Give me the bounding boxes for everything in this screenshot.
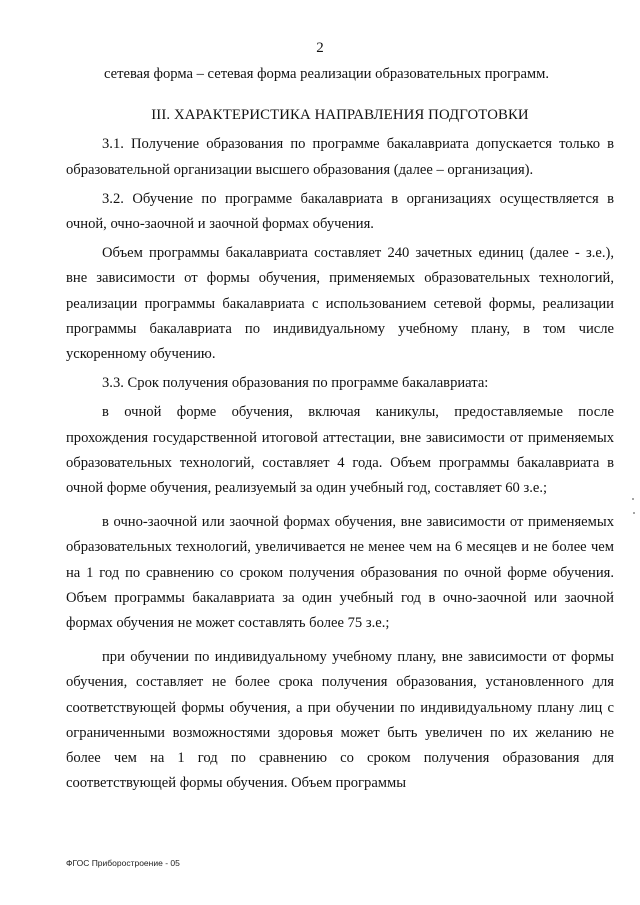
scan-speck [633, 512, 635, 514]
document-body [66, 62, 614, 796]
paragraph-volume: Объем программы бакалавриата составляет 240 зачетных единиц (далее - з.е.), вне зависимости от формы обучения, применяемых образовательных технологий, реализации программы бакалавриата с использованием сетевой формы, реализации программы бакалавриата по индивидуальному учебному плану, в том числе ускоренному обучению. [66, 245, 614, 363]
paragraph-3-1: 3.1. Получение образования по программе бакалавриата допускается только в образовательной организации высшего образования (далее – организация). [66, 136, 614, 178]
section-title: III. ХАРАКТЕРИСТИКА НАПРАВЛЕНИЯ ПОДГОТОВКИ [151, 107, 529, 124]
footer-label: ФГОС Приборостроение - 05 [66, 858, 180, 868]
paragraph-3-3: 3.3. Срок получения образования по программе бакалавриата: [102, 375, 489, 392]
paragraph-part-time: в очно-заочной или заочной формах обучения, вне зависимости от применяемых образовательных технологий, увеличивается не менее чем на 6 месяцев и не более чем на 1 год по сравнению со сроком получения образования по очной форме обучения. Объем программы бакалавриата за один учебный год в очно-заочной или заочной формах обучения не может составлять более 75 з.е.; [66, 514, 614, 632]
page-number: 2 [316, 40, 324, 56]
paragraph-full-time: в очной форме обучения, включая каникулы, предоставляемые после прохождения государственной итоговой аттестации, вне зависимости от применяемых образовательных технологий, составляет 4 года. Объем программы бакалавриата в очной форме обучения, реализуемый за один учебный год, составляет 60 з.е.; [66, 404, 614, 497]
paragraph-individual-plan: при обучении по индивидуальному учебному плану, вне зависимости от формы обучения, составляет не более срока получения образования, установленного для соответствующей формы обучения, а при обучении по индивидуальному плану лиц с ограниченными возможностями здоровья может быть увеличен по их желанию не более чем на 1 год по сравнению со сроком получения образования для соответствующей формы обучения. Объем программы [66, 649, 614, 792]
intro-line: сетевая форма – сетевая форма реализации образовательных программ. [104, 66, 550, 82]
paragraph-3-2: 3.2. Обучение по программе бакалавриата в организациях осуществляется в очной, очно-заочной и заочной формах обучения. [66, 190, 614, 233]
scan-speck [632, 498, 634, 500]
